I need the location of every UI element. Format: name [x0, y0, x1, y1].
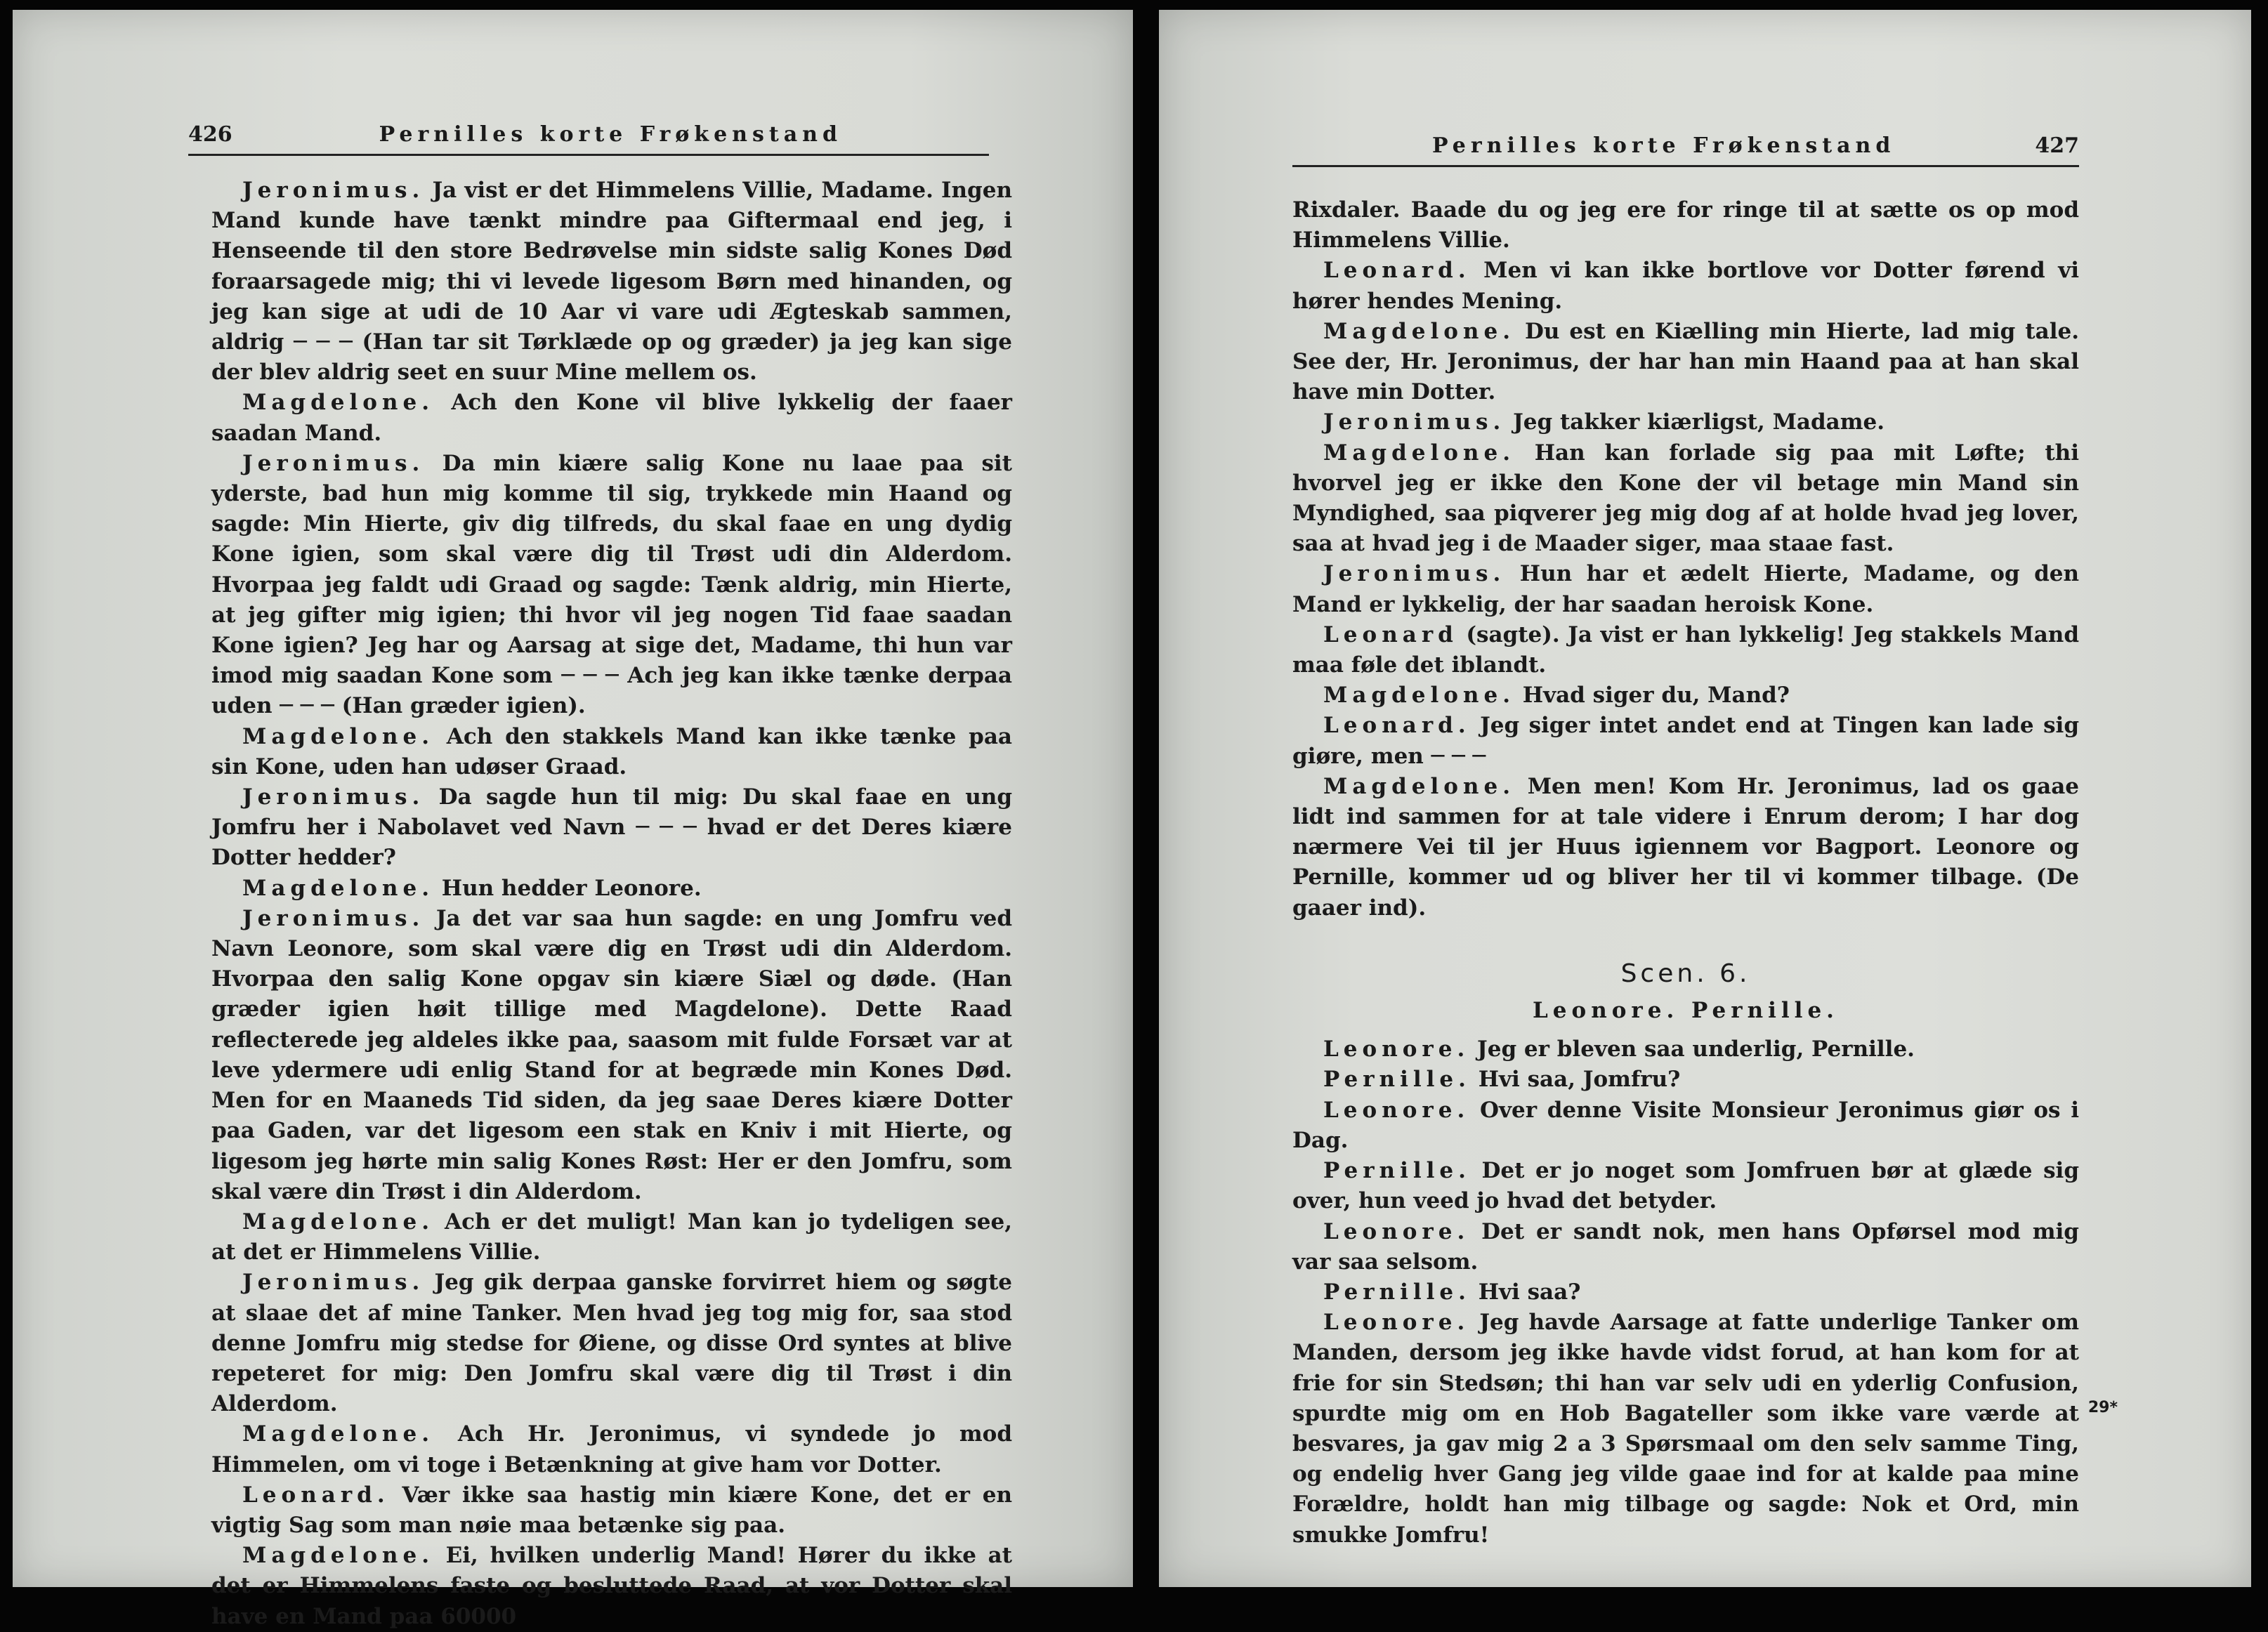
- dialogue-paragraph: [211, 1419, 1012, 1480]
- speech-text: Hun har et ædelt Hierte, Madame, og den Mand er lykkelig, der har saadan heroisk Kone.: [1292, 561, 2079, 617]
- speech-text: Det er jo noget som Jomfruen bør at glæde sig over, hun veed jo hvad det betyder.: [1292, 1158, 2079, 1214]
- speech-text: Hvi saa?: [1470, 1279, 1581, 1305]
- speaker-name: Magdelone.: [1323, 773, 1515, 799]
- speaker-name: Magdelone.: [242, 1543, 434, 1569]
- speaker-name: Magdelone.: [242, 390, 434, 416]
- dialogue-paragraph: [211, 782, 1012, 874]
- speaker-name: Leonard.: [1323, 258, 1471, 284]
- speech-text: Da min kiære salig Kone nu laae paa sit yderste, bad hun mig komme til sig, trykkede min Haand og sagde: Min Hierte, giv dig tilfreds, du skal faae en ung dydig Kone igien, som skal være dig til Trøst udi din Alderdom. Hvorpaa jeg faldt udi Graad og sagde: Tænk aldrig, min Hierte, at jeg gifter mig igien; thi hvor vil jeg nogen Tid faae saadan Kone igien? Jeg har og Aarsag at sige det, Madame, thi hun var imod mig saadan Kone som ─ ─ ─ Ach jeg kan ikke tænke derpaa uden ─ ─ ─ (Han græder igien).: [211, 450, 1012, 719]
- speaker-name: Jeronimus.: [242, 450, 425, 476]
- dialogue-paragraph: [1292, 620, 2079, 680]
- scene-title: Scen. 6.: [1620, 959, 1751, 988]
- speaker-name: Jeronimus.: [242, 784, 425, 810]
- dialogue-paragraph: [1292, 1065, 2079, 1095]
- speech-text: Ach er det muligt! Man kan jo tydeligen see, at det er Himmelens Villie.: [211, 1209, 1012, 1265]
- speaker-name: Jeronimus.: [242, 1270, 425, 1296]
- speech-text: Men men! Kom Hr. Jeronimus, lad os gaae lidt ind sammen for at tale videre i Enrum derom; I har dog nærmere Vei til jer Huus igiennem vor Bagport. Leonore og Pernille, kommer ud og bliver her til vi kommer tilbage. (De gaaer ind).: [1292, 773, 2079, 921]
- continuation-paragraph: Rixdaler. Baade du og jeg ere for ringe til at sætte os op mod Himmelens Villie.: [1292, 197, 2079, 254]
- right-dialogue-before: [1292, 256, 2079, 923]
- speech-text: Ja det var saa hun sagde: en ung Jomfru ved Navn Leonore, som skal være dig en Trøst udi din Alderdom. Hvorpaa den salig Kone opgav sin kiære Siæl og døde. (Han græder igien høit tillige med Magdelone). Dette Raad reflecterede jeg aldeles ikke paa, saasom mit fulde Forsæt var at leve ydermere udi enlig Stand for at begræde min Kones Død. Men for en Maaneds Tid siden, da jeg saae Deres kiære Dotter paa Gaden, var det ligesom een stak en Kniv i mit Hierte, og ligesom jeg hørte min salig Kones Røst: Her er den Jomfru, som skal være din Trøst i din Alderdom.: [211, 905, 1012, 1204]
- dialogue-paragraph: [1292, 1156, 2079, 1216]
- right-dialogue-after: [1292, 1034, 2079, 1550]
- dialogue-paragraph: [1292, 772, 2079, 923]
- scene-cast: Leonore. Pernille.: [1533, 998, 1839, 1024]
- right-running-title: Pernilles korte Frøkenstand: [1432, 133, 1896, 158]
- signature-mark: 29*: [2087, 1399, 2118, 1416]
- speaker-name: Leonard: [1323, 621, 1458, 647]
- dialogue-paragraph: [211, 722, 1012, 782]
- dialogue-paragraph: [1292, 256, 2079, 316]
- speaker-name: Magdelone.: [1323, 318, 1515, 344]
- speaker-name: Leonard.: [1323, 713, 1471, 739]
- right-page: [1159, 10, 2251, 1587]
- speaker-name: Pernille.: [1323, 1279, 1471, 1305]
- speaker-name: Leonard.: [242, 1482, 390, 1508]
- dialogue-paragraph: [1292, 1034, 2079, 1065]
- speech-text: Jeg siger intet andet end at Tingen kan lade sig giøre, men ─ ─ ─: [1292, 713, 2079, 769]
- right-page-number: 427: [2035, 133, 2079, 158]
- speech-text: Hvad siger du, Mand?: [1514, 683, 1790, 709]
- dialogue-paragraph: [1292, 407, 2079, 437]
- speaker-name: Magdelone.: [1323, 683, 1515, 709]
- dialogue-paragraph: [211, 1207, 1012, 1268]
- speaker-name: Leonore.: [1323, 1218, 1470, 1244]
- speaker-name: Jeronimus.: [1323, 409, 1506, 435]
- dialogue-paragraph: [211, 388, 1012, 448]
- speech-text: Ach den stakkels Mand kan ikke tænke paa sin Kone, uden han udøser Graad.: [211, 723, 1012, 779]
- speaker-name: Leonore.: [1323, 1037, 1470, 1062]
- speech-text: (sagte). Ja vist er han lykkelig! Jeg stakkels Mand maa føle det iblandt.: [1292, 621, 2079, 678]
- speech-text: Ei, hvilken underlig Mand! Hører du ikke at det er Himmelens faste og besluttede Raad, at vor Dotter skal have en Mand paa 60000: [211, 1543, 1012, 1629]
- left-body-text: [211, 176, 1012, 1632]
- speaker-name: Magdelone.: [1323, 440, 1515, 466]
- left-running-title: Pernilles korte Frøkenstand: [379, 122, 842, 147]
- left-page-number: 426: [188, 122, 232, 147]
- dialogue-paragraph: [1292, 1277, 2079, 1308]
- speaker-name: Leonore.: [1323, 1097, 1470, 1123]
- speaker-name: Magdelone.: [242, 723, 434, 749]
- dialogue-paragraph: [1292, 1308, 2079, 1551]
- speech-text: Vær ikke saa hastig min kiære Kone, det er en vigtig Sag som man nøie maa betænke sig paa.: [211, 1482, 1012, 1538]
- dialogue-paragraph: [1292, 680, 2079, 711]
- speech-text: Det er sandt nok, men hans Opførsel mod mig var saa selsom.: [1292, 1218, 2079, 1275]
- left-running-header: [188, 122, 989, 156]
- speaker-name: Jeronimus.: [1323, 561, 1506, 587]
- dialogue-paragraph: [211, 904, 1012, 1207]
- speech-text: Jeg havde Aarsage at fatte underlige Tanker om Manden, dersom jeg ikke havde vidst forud, at han kom for at frie for sin Stedsøn; thi han var selv udi en yderlig Confusion, spurdte mig om en Hob Bagateller som ikke vare værde at besvares, ja gav mig 2 a 3 Spørsmaal om den selv samme Ting, og endelig hver Gang jeg vilde gaae ind for at kalde paa mine Forældre, holdt han mig tilbage og sagde: Nok et Ord, min smukke Jomfru!: [1292, 1310, 2079, 1548]
- dialogue-paragraph: [211, 449, 1012, 722]
- dialogue-paragraph: [211, 1480, 1012, 1541]
- right-body-text: [1292, 195, 2079, 1551]
- speech-text: Jeg takker kiærligst, Madame.: [1505, 409, 1885, 435]
- speaker-name: Pernille.: [1323, 1067, 1471, 1093]
- speech-text: Da sagde hun til mig: Du skal faae en ung Jomfru her i Nabolavet ved Navn ─ ─ ─ hvad er det Deres kiære Dotter hedder?: [211, 784, 1012, 871]
- speech-text: Ach den Kone vil blive lykkelig der faaer saadan Mand.: [211, 390, 1012, 446]
- speech-text: Jeg gik derpaa ganske forvirret hiem og søgte at slaae det af mine Tanker. Men hvad jeg tog mig for, saa stod denne Jomfru mig stedse for Øiene, og disse Ord syntes at blive repeteret for mig: Den Jomfru skal være dig til Trøst i din Alderdom.: [211, 1270, 1012, 1417]
- dialogue-paragraph: [1292, 1217, 2079, 1277]
- dialogue-paragraph: [211, 176, 1012, 388]
- speech-text: Han kan forlade sig paa mit Løfte; thi hvorvel jeg er ikke den Kone der vil betage min Mand sin Myndighed, saa piqverer jeg mig dog af at holde hvad jeg lover, saa at hvad jeg i de Maader siger, maa staae fast.: [1292, 440, 2079, 557]
- dialogue-paragraph: [1292, 559, 2079, 619]
- dialogue-paragraph: [211, 1541, 1012, 1632]
- speaker-name: Magdelone.: [242, 875, 434, 901]
- speaker-name: Magdelone.: [242, 1209, 434, 1235]
- left-page: [13, 10, 1133, 1629]
- dialogue-paragraph: [211, 1268, 1012, 1419]
- dialogue-paragraph: [1292, 1095, 2079, 1156]
- dialogue-paragraph: [1292, 317, 2079, 408]
- speaker-name: Jeronimus.: [242, 178, 425, 203]
- speaker-name: Pernille.: [1323, 1158, 1471, 1184]
- speech-text: Hvi saa, Jomfru?: [1470, 1067, 1681, 1093]
- dialogue-paragraph: [211, 874, 1012, 904]
- speech-text: Men vi kan ikke bortlove vor Dotter førend vi hører hendes Mening.: [1292, 258, 2079, 314]
- speech-text: Hun hedder Leonore.: [433, 875, 702, 901]
- right-running-header: [1292, 133, 2079, 167]
- speaker-name: Leonore.: [1323, 1310, 1470, 1336]
- speech-text: Jeg er bleven saa underlig, Pernille.: [1469, 1037, 1915, 1062]
- speaker-name: Magdelone.: [242, 1421, 434, 1447]
- speaker-name: Jeronimus.: [242, 905, 425, 931]
- speech-text: Over denne Visite Monsieur Jeronimus giør os i Dag.: [1292, 1097, 2079, 1153]
- dialogue-paragraph: [1292, 711, 2079, 771]
- dialogue-paragraph: [1292, 438, 2079, 560]
- speech-text: Ach Hr. Jeronimus, vi syndede jo mod Himmelen, om vi toge i Betænkning at give ham vor Dotter.: [211, 1421, 1012, 1478]
- speech-text: Du est en Kiælling min Hierte, lad mig tale. See der, Hr. Jeronimus, der har han min Haand paa at han skal have min Dotter.: [1292, 318, 2079, 405]
- speech-text: Ja vist er det Himmelens Villie, Madame. Ingen Mand kunde have tænkt mindre paa Giftermaal end jeg, i Henseende til den store Bedrøvelse min sidste salig Kones Død foraarsagede mig; thi vi levede ligesom Børn med hinanden, og jeg kan sige at udi de 10 Aar vi vare udi Ægteskab sammen, aldrig ─ ─ ─ (Han tar sit Tørklæde op og græder) ja jeg kan sige der blev aldrig seet en suur Mine mellem os.: [211, 178, 1012, 386]
